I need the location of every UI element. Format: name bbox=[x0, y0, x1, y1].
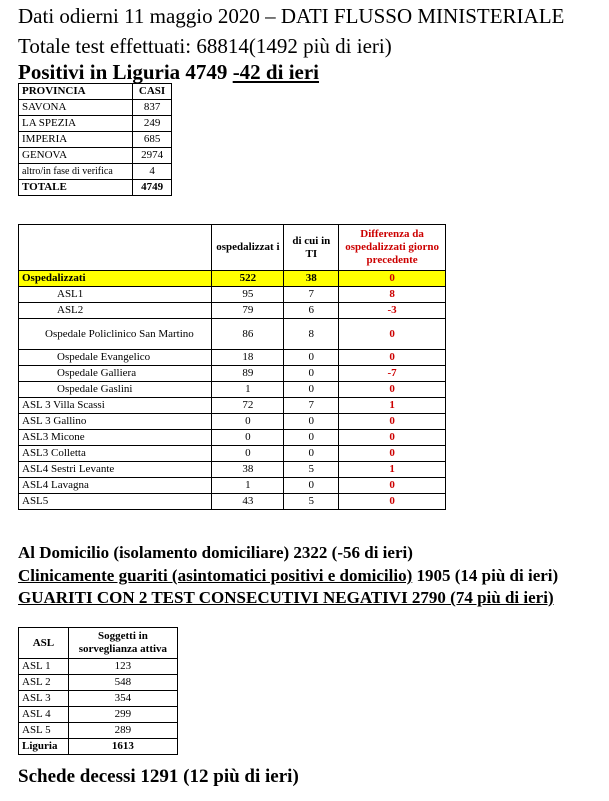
province-cases: 249 bbox=[133, 116, 172, 132]
facility-name: Ospedale Galliera bbox=[19, 366, 212, 382]
table-row bbox=[19, 303, 446, 319]
header-soggetti: Soggetti in sorveglianza attiva bbox=[68, 628, 177, 659]
difference-value: 0 bbox=[339, 446, 446, 462]
facility-name: ASL3 Colletta bbox=[19, 446, 212, 462]
difference-value: 0 bbox=[339, 382, 446, 398]
hospitalized-count: 43 bbox=[212, 494, 284, 510]
positives-count: Positivi in Liguria 4749 bbox=[18, 60, 233, 84]
facility-name: ASL 3 Gallino bbox=[19, 414, 212, 430]
table-row bbox=[19, 446, 446, 462]
province-total-label: TOTALE bbox=[19, 180, 133, 196]
clinically-recovered-line bbox=[18, 566, 558, 586]
table-row-total bbox=[19, 180, 172, 196]
hospitalized-count: 95 bbox=[212, 287, 284, 303]
hospitalized-count: 0 bbox=[212, 430, 284, 446]
asl-name: ASL 2 bbox=[19, 675, 69, 691]
asl-name: ASL 1 bbox=[19, 659, 69, 675]
table-row bbox=[19, 478, 446, 494]
asl-name: ASL 3 bbox=[19, 691, 69, 707]
province-cases: 837 bbox=[133, 100, 172, 116]
header-ospedalizzati: ospedalizzat i bbox=[212, 225, 284, 271]
difference-value: 0 bbox=[339, 319, 446, 350]
asl-total-value: 1613 bbox=[68, 739, 177, 755]
table-row bbox=[19, 382, 446, 398]
icu-count: 0 bbox=[284, 430, 339, 446]
clinically-recovered-label: Clinicamente guariti (asintomatici positivi e domicilio) bbox=[18, 566, 413, 585]
difference-value: 0 bbox=[339, 350, 446, 366]
icu-count: 7 bbox=[284, 287, 339, 303]
province-total-value: 4749 bbox=[133, 180, 172, 196]
province-name: GENOVA bbox=[19, 148, 133, 164]
facility-name: ASL4 Lavagna bbox=[19, 478, 212, 494]
facility-name: Ospedalizzati bbox=[19, 271, 212, 287]
hospital-table bbox=[18, 224, 446, 510]
table-row bbox=[19, 148, 172, 164]
province-cases: 4 bbox=[133, 164, 172, 180]
asl-table-header bbox=[19, 628, 178, 659]
hospitalized-count: 1 bbox=[212, 382, 284, 398]
table-row bbox=[19, 691, 178, 707]
table-row bbox=[19, 398, 446, 414]
clinically-recovered-value: 1905 (14 più di ieri) bbox=[412, 566, 559, 585]
asl-surveillance-table bbox=[18, 627, 178, 755]
facility-name: ASL 3 Villa Scassi bbox=[19, 398, 212, 414]
province-name: IMPERIA bbox=[19, 132, 133, 148]
recovered-tests-label: GUARITI CON 2 TEST CONSECUTIVI NEGATIVI 2790 (74 più di ieri) bbox=[18, 588, 554, 607]
table-row bbox=[19, 707, 178, 723]
asl-subjects: 354 bbox=[68, 691, 177, 707]
header-casi: CASI bbox=[133, 84, 172, 100]
positives-delta: -42 di ieri bbox=[232, 60, 320, 84]
hospital-table-header bbox=[19, 225, 446, 271]
asl-name: ASL 5 bbox=[19, 723, 69, 739]
icu-count: 38 bbox=[284, 271, 339, 287]
table-row bbox=[19, 430, 446, 446]
difference-value: -7 bbox=[339, 366, 446, 382]
facility-name: Ospedale Gaslini bbox=[19, 382, 212, 398]
facility-name: Ospedale Policlinico San Martino bbox=[19, 319, 212, 350]
facility-name: ASL1 bbox=[19, 287, 212, 303]
icu-count: 5 bbox=[284, 462, 339, 478]
icu-count: 0 bbox=[284, 366, 339, 382]
home-isolation-line: Al Domicilio (isolamento domiciliare) 2322 (-56 di ieri) bbox=[18, 543, 413, 562]
province-cases: 2974 bbox=[133, 148, 172, 164]
recovered-tests-line bbox=[18, 588, 554, 608]
header-terapia-intensiva: di cui in TI bbox=[284, 225, 339, 271]
table-row-total bbox=[19, 739, 178, 755]
province-name: LA SPEZIA bbox=[19, 116, 133, 132]
table-row bbox=[19, 164, 172, 180]
difference-value: 0 bbox=[339, 414, 446, 430]
deaths-line: Schede decessi 1291 (12 più di ieri) bbox=[18, 766, 299, 787]
difference-value: 0 bbox=[339, 494, 446, 510]
difference-value: 1 bbox=[339, 398, 446, 414]
table-row bbox=[19, 116, 172, 132]
table-row bbox=[19, 319, 446, 350]
hospitalized-count: 18 bbox=[212, 350, 284, 366]
table-row bbox=[19, 414, 446, 430]
header-asl: ASL bbox=[19, 628, 69, 659]
facility-name: ASL5 bbox=[19, 494, 212, 510]
province-name: SAVONA bbox=[19, 100, 133, 116]
header-provincia: PROVINCIA bbox=[19, 84, 133, 100]
hospitalized-count: 38 bbox=[212, 462, 284, 478]
table-row-total bbox=[19, 271, 446, 287]
asl-subjects: 548 bbox=[68, 675, 177, 691]
table-row bbox=[19, 366, 446, 382]
difference-value: -3 bbox=[339, 303, 446, 319]
table-row bbox=[19, 494, 446, 510]
table-row bbox=[19, 350, 446, 366]
icu-count: 0 bbox=[284, 446, 339, 462]
province-cases: 685 bbox=[133, 132, 172, 148]
hospitalized-count: 86 bbox=[212, 319, 284, 350]
province-table bbox=[18, 83, 172, 196]
hospitalized-count: 79 bbox=[212, 303, 284, 319]
hospitalized-count: 522 bbox=[212, 271, 284, 287]
positives-liguria bbox=[18, 60, 319, 85]
table-row bbox=[19, 723, 178, 739]
header-differenza: Differenza da ospedalizzati giorno precedente bbox=[339, 225, 446, 271]
difference-value: 1 bbox=[339, 462, 446, 478]
icu-count: 5 bbox=[284, 494, 339, 510]
report-title: Dati odierni 11 maggio 2020 – DATI FLUSSO MINISTERIALE bbox=[18, 4, 565, 28]
asl-name: ASL 4 bbox=[19, 707, 69, 723]
asl-subjects: 289 bbox=[68, 723, 177, 739]
total-tests: Totale test effettuati: 68814(1492 più di ieri) bbox=[18, 34, 392, 58]
province-table-header bbox=[19, 84, 172, 100]
difference-value: 8 bbox=[339, 287, 446, 303]
header-blank bbox=[19, 225, 212, 271]
difference-value: 0 bbox=[339, 430, 446, 446]
table-row bbox=[19, 132, 172, 148]
icu-count: 0 bbox=[284, 414, 339, 430]
hospitalized-count: 0 bbox=[212, 414, 284, 430]
facility-name: ASL3 Micone bbox=[19, 430, 212, 446]
difference-value: 0 bbox=[339, 478, 446, 494]
icu-count: 0 bbox=[284, 478, 339, 494]
asl-subjects: 299 bbox=[68, 707, 177, 723]
hospitalized-count: 89 bbox=[212, 366, 284, 382]
table-row bbox=[19, 100, 172, 116]
asl-total-label: Liguria bbox=[19, 739, 69, 755]
hospitalized-count: 72 bbox=[212, 398, 284, 414]
table-row bbox=[19, 462, 446, 478]
table-row bbox=[19, 287, 446, 303]
hospitalized-count: 1 bbox=[212, 478, 284, 494]
province-name: altro/in fase di verifica bbox=[19, 164, 133, 180]
facility-name: ASL4 Sestri Levante bbox=[19, 462, 212, 478]
icu-count: 6 bbox=[284, 303, 339, 319]
difference-value: 0 bbox=[339, 271, 446, 287]
table-row bbox=[19, 675, 178, 691]
facility-name: ASL2 bbox=[19, 303, 212, 319]
icu-count: 0 bbox=[284, 350, 339, 366]
facility-name: Ospedale Evangelico bbox=[19, 350, 212, 366]
icu-count: 7 bbox=[284, 398, 339, 414]
table-row bbox=[19, 659, 178, 675]
icu-count: 8 bbox=[284, 319, 339, 350]
icu-count: 0 bbox=[284, 382, 339, 398]
asl-subjects: 123 bbox=[68, 659, 177, 675]
hospitalized-count: 0 bbox=[212, 446, 284, 462]
